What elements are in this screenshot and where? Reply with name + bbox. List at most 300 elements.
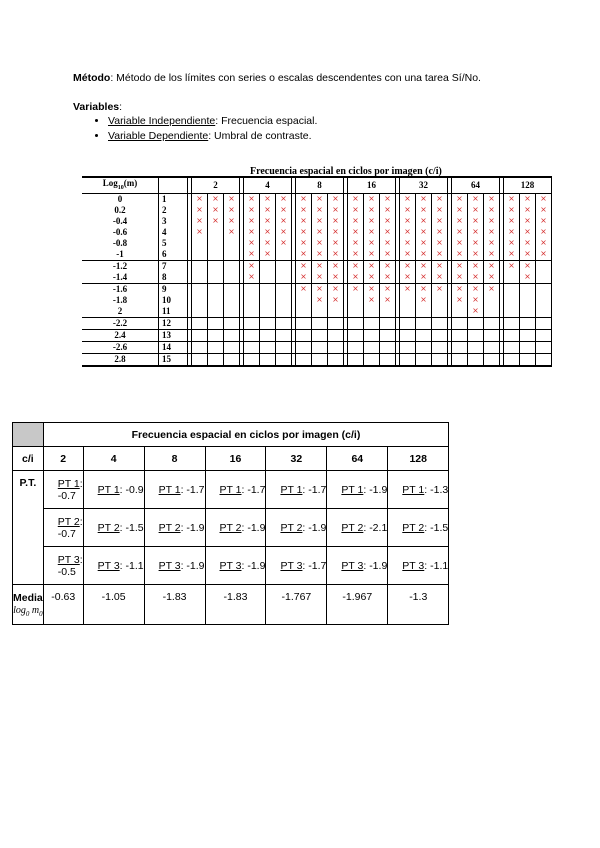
pt-label: PT 1 bbox=[57, 477, 80, 490]
response-mark: × bbox=[504, 227, 520, 238]
response-mark bbox=[468, 329, 484, 341]
response-mark: × bbox=[296, 193, 312, 205]
pt-label: PT 1 bbox=[97, 483, 120, 496]
response-mark bbox=[328, 353, 344, 366]
sheet-row bbox=[82, 249, 552, 261]
response-mark: × bbox=[416, 227, 432, 238]
pt-label: PT 2 bbox=[341, 521, 364, 534]
response-mark bbox=[260, 283, 276, 295]
variables-list bbox=[73, 115, 317, 142]
response-mark: × bbox=[348, 238, 364, 249]
response-mark bbox=[504, 353, 520, 366]
response-mark: × bbox=[380, 295, 396, 306]
response-mark: × bbox=[432, 260, 448, 272]
response-mark: × bbox=[468, 272, 484, 284]
media-value: -1.05 bbox=[83, 585, 144, 625]
response-mark bbox=[208, 353, 224, 366]
response-mark bbox=[416, 341, 432, 353]
sheet-row bbox=[82, 227, 552, 238]
pt-number: -1.7 bbox=[247, 483, 266, 496]
response-mark: × bbox=[452, 260, 468, 272]
response-mark: × bbox=[484, 227, 500, 238]
response-mark: × bbox=[504, 205, 520, 216]
response-mark: × bbox=[520, 205, 536, 216]
response-mark: × bbox=[484, 272, 500, 284]
response-mark: × bbox=[244, 249, 260, 261]
response-mark: × bbox=[224, 227, 240, 238]
response-mark bbox=[208, 329, 224, 341]
pt-number: -1.9 bbox=[247, 559, 266, 572]
response-mark: × bbox=[328, 205, 344, 216]
response-mark bbox=[468, 353, 484, 366]
pt-value: PT 3: -1.7 bbox=[266, 547, 327, 585]
response-mark: × bbox=[400, 238, 416, 249]
response-mark bbox=[276, 341, 292, 353]
response-mark: × bbox=[244, 205, 260, 216]
response-mark bbox=[520, 283, 536, 295]
response-mark: × bbox=[468, 227, 484, 238]
sheet-freq-header: 16 bbox=[348, 177, 396, 193]
sheet-level-header: Log$_{10}$(m) bbox=[82, 177, 159, 193]
variable-dependent bbox=[108, 130, 317, 142]
response-mark bbox=[260, 295, 276, 306]
response-mark: × bbox=[468, 193, 484, 205]
response-mark bbox=[260, 353, 276, 366]
metodo-label: Método bbox=[73, 72, 111, 84]
sheet-freq-header: 64 bbox=[452, 177, 500, 193]
response-mark bbox=[504, 341, 520, 353]
response-mark bbox=[452, 317, 468, 329]
response-mark: × bbox=[380, 283, 396, 295]
response-mark: × bbox=[276, 205, 292, 216]
response-mark: × bbox=[260, 238, 276, 249]
response-mark bbox=[296, 353, 312, 366]
response-mark: × bbox=[432, 272, 448, 284]
response-mark: × bbox=[364, 249, 380, 261]
response-mark bbox=[244, 306, 260, 318]
response-mark: × bbox=[312, 260, 328, 272]
response-mark bbox=[432, 353, 448, 366]
pt-number: -2.1 bbox=[369, 521, 388, 534]
results-media-label bbox=[13, 585, 44, 625]
response-mark: × bbox=[452, 193, 468, 205]
response-mark: × bbox=[432, 249, 448, 261]
response-mark: × bbox=[296, 272, 312, 284]
response-mark bbox=[536, 341, 552, 353]
response-mark: × bbox=[484, 193, 500, 205]
response-mark bbox=[224, 272, 240, 284]
media-label-text: Media bbox=[13, 591, 43, 604]
response-mark bbox=[208, 227, 224, 238]
response-mark bbox=[380, 353, 396, 366]
pt-number: -1.9 bbox=[369, 483, 388, 496]
response-mark bbox=[452, 329, 468, 341]
response-mark bbox=[536, 260, 552, 272]
response-mark bbox=[208, 306, 224, 318]
response-mark bbox=[192, 238, 208, 249]
response-mark: × bbox=[380, 238, 396, 249]
response-mark: × bbox=[468, 216, 484, 227]
response-mark bbox=[244, 353, 260, 366]
response-mark bbox=[296, 329, 312, 341]
response-mark bbox=[364, 341, 380, 353]
sheet-trial: 11 bbox=[159, 306, 188, 318]
response-mark: × bbox=[468, 260, 484, 272]
response-mark: × bbox=[536, 227, 552, 238]
response-mark bbox=[504, 283, 520, 295]
sheet-level: -1 bbox=[82, 249, 159, 261]
response-mark bbox=[364, 353, 380, 366]
sheet-level: -0.8 bbox=[82, 238, 159, 249]
response-mark bbox=[348, 295, 364, 306]
response-mark: × bbox=[276, 216, 292, 227]
response-mark: × bbox=[260, 249, 276, 261]
response-mark: × bbox=[364, 205, 380, 216]
response-mark: × bbox=[348, 283, 364, 295]
pt-number: -1.3 bbox=[430, 483, 449, 496]
sheet-level: 2 bbox=[82, 306, 159, 318]
response-mark: × bbox=[312, 295, 328, 306]
response-mark: × bbox=[364, 260, 380, 272]
pt-value: PT 1: -1.7 bbox=[266, 471, 327, 509]
response-mark: × bbox=[380, 227, 396, 238]
pt-value: PT 3: -0.5 bbox=[43, 547, 83, 585]
response-mark: × bbox=[192, 227, 208, 238]
response-mark bbox=[224, 238, 240, 249]
sheet-level: -1.2 bbox=[82, 260, 159, 272]
pt-value: PT 2: -2.1 bbox=[327, 509, 388, 547]
response-mark: × bbox=[348, 216, 364, 227]
response-mark bbox=[276, 353, 292, 366]
pt-label: PT 3 bbox=[219, 559, 242, 572]
pt-value: PT 1: -1.7 bbox=[144, 471, 205, 509]
response-mark: × bbox=[208, 205, 224, 216]
variable-dependent-text: : Umbral de contraste. bbox=[208, 130, 312, 142]
pt-label: PT 3 bbox=[97, 559, 120, 572]
response-mark bbox=[484, 306, 500, 318]
response-mark: × bbox=[364, 238, 380, 249]
response-mark: × bbox=[452, 238, 468, 249]
response-mark bbox=[400, 329, 416, 341]
response-mark bbox=[416, 329, 432, 341]
response-mark bbox=[224, 283, 240, 295]
response-mark bbox=[416, 306, 432, 318]
response-mark: × bbox=[504, 238, 520, 249]
response-mark bbox=[208, 317, 224, 329]
results-col-header: 16 bbox=[205, 447, 266, 471]
response-mark: × bbox=[192, 216, 208, 227]
response-mark: × bbox=[364, 193, 380, 205]
response-mark bbox=[276, 272, 292, 284]
media-value: -1.767 bbox=[266, 585, 327, 625]
variable-independent-label: Variable Independiente bbox=[108, 115, 216, 127]
pt-value: PT 1: -1.7 bbox=[205, 471, 266, 509]
response-mark bbox=[276, 306, 292, 318]
response-mark bbox=[400, 295, 416, 306]
pt-label: PT 1 bbox=[402, 483, 425, 496]
response-mark bbox=[536, 317, 552, 329]
sheet-level: 0.2 bbox=[82, 205, 159, 216]
pt-number: -1.9 bbox=[186, 521, 205, 534]
sheet-row bbox=[82, 260, 552, 272]
response-mark: × bbox=[348, 249, 364, 261]
response-mark bbox=[312, 317, 328, 329]
sheet-freq-header: 128 bbox=[504, 177, 552, 193]
metodo-line bbox=[73, 72, 481, 84]
response-mark: × bbox=[312, 205, 328, 216]
response-mark: × bbox=[328, 260, 344, 272]
sheet-trial: 1 bbox=[159, 193, 188, 205]
response-mark: × bbox=[296, 260, 312, 272]
sheet-row bbox=[82, 216, 552, 227]
response-mark bbox=[416, 317, 432, 329]
response-mark bbox=[536, 283, 552, 295]
response-mark: × bbox=[468, 306, 484, 318]
sheet-level: -0.4 bbox=[82, 216, 159, 227]
response-mark bbox=[416, 353, 432, 366]
sheet-trial: 2 bbox=[159, 205, 188, 216]
response-mark bbox=[208, 341, 224, 353]
sheet-trial: 9 bbox=[159, 283, 188, 295]
pt-number: -1.9 bbox=[186, 559, 205, 572]
response-mark: × bbox=[348, 227, 364, 238]
sheet-level: -1.6 bbox=[82, 283, 159, 295]
pt-number: -1.5 bbox=[125, 521, 144, 534]
pt-value: PT 3: -1.9 bbox=[144, 547, 205, 585]
response-mark bbox=[192, 341, 208, 353]
response-mark bbox=[244, 295, 260, 306]
response-mark: × bbox=[364, 283, 380, 295]
response-mark: × bbox=[276, 238, 292, 249]
response-mark bbox=[260, 260, 276, 272]
results-table bbox=[12, 422, 449, 625]
response-mark: × bbox=[468, 283, 484, 295]
metodo-text: : Método de los límites con series o escalas descendentes con una tarea Sí/No. bbox=[110, 72, 481, 84]
response-mark: × bbox=[400, 260, 416, 272]
response-mark: × bbox=[296, 283, 312, 295]
response-mark: × bbox=[380, 249, 396, 261]
response-mark bbox=[244, 283, 260, 295]
sheet-row bbox=[82, 272, 552, 284]
response-mark: × bbox=[452, 295, 468, 306]
response-mark: × bbox=[468, 249, 484, 261]
response-mark bbox=[536, 353, 552, 366]
response-mark: × bbox=[416, 249, 432, 261]
response-mark: × bbox=[432, 216, 448, 227]
response-mark bbox=[484, 317, 500, 329]
response-mark bbox=[380, 317, 396, 329]
response-mark: × bbox=[484, 205, 500, 216]
response-mark: × bbox=[312, 249, 328, 261]
sheet-trial: 13 bbox=[159, 329, 188, 341]
response-mark: × bbox=[416, 193, 432, 205]
response-mark bbox=[520, 306, 536, 318]
sheet-level: -0.6 bbox=[82, 227, 159, 238]
sheet-freq-header: 2 bbox=[192, 177, 240, 193]
response-mark: × bbox=[468, 205, 484, 216]
response-mark bbox=[520, 329, 536, 341]
response-mark: × bbox=[348, 193, 364, 205]
response-mark: × bbox=[192, 193, 208, 205]
pt-label: PT 1 bbox=[341, 483, 364, 496]
response-mark: × bbox=[208, 216, 224, 227]
response-mark: × bbox=[296, 216, 312, 227]
response-mark bbox=[484, 329, 500, 341]
response-mark: × bbox=[416, 283, 432, 295]
pt-value: PT 1: -1.3 bbox=[388, 471, 449, 509]
response-mark: × bbox=[328, 249, 344, 261]
response-mark: × bbox=[260, 216, 276, 227]
response-mark bbox=[208, 260, 224, 272]
results-col-header: 8 bbox=[144, 447, 205, 471]
response-mark: × bbox=[484, 238, 500, 249]
variables-colon: : bbox=[119, 101, 123, 113]
variable-dependent-label: Variable Dependiente bbox=[108, 130, 209, 142]
response-mark: × bbox=[400, 205, 416, 216]
response-mark: × bbox=[380, 193, 396, 205]
response-mark bbox=[468, 317, 484, 329]
response-sheet-table bbox=[82, 176, 552, 367]
response-mark: × bbox=[484, 283, 500, 295]
pt-value: PT 3: -1.1 bbox=[83, 547, 144, 585]
response-mark: × bbox=[520, 238, 536, 249]
response-mark: × bbox=[452, 249, 468, 261]
media-value: -0.63 bbox=[43, 585, 83, 625]
response-mark: × bbox=[312, 283, 328, 295]
response-mark: × bbox=[276, 193, 292, 205]
response-mark: × bbox=[296, 238, 312, 249]
response-mark bbox=[348, 329, 364, 341]
sheet-trial: 8 bbox=[159, 272, 188, 284]
results-pt-label: P.T. bbox=[13, 471, 44, 585]
response-mark: × bbox=[520, 260, 536, 272]
pt-number: -1.1 bbox=[125, 559, 144, 572]
response-mark bbox=[296, 341, 312, 353]
variable-independent bbox=[108, 115, 317, 127]
response-mark bbox=[208, 249, 224, 261]
response-mark: × bbox=[416, 272, 432, 284]
response-mark: × bbox=[416, 205, 432, 216]
pt-value: PT 3: -1.1 bbox=[388, 547, 449, 585]
pt-label: PT 2 bbox=[219, 521, 242, 534]
pt-value: PT 2: -1.5 bbox=[388, 509, 449, 547]
response-mark bbox=[192, 249, 208, 261]
pt-label: PT 3 bbox=[57, 553, 80, 566]
sheet-trial: 7 bbox=[159, 260, 188, 272]
response-mark bbox=[208, 238, 224, 249]
pt-value: PT 3: -1.9 bbox=[327, 547, 388, 585]
response-mark bbox=[208, 272, 224, 284]
pt-number: -1.1 bbox=[430, 559, 449, 572]
response-mark: × bbox=[520, 193, 536, 205]
sheet-level: 2.4 bbox=[82, 329, 159, 341]
response-mark: × bbox=[520, 216, 536, 227]
response-mark bbox=[348, 353, 364, 366]
response-mark bbox=[432, 329, 448, 341]
pt-value: PT 2: -1.9 bbox=[266, 509, 327, 547]
response-mark: × bbox=[312, 238, 328, 249]
sheet-row bbox=[82, 317, 552, 329]
response-mark bbox=[520, 295, 536, 306]
variables-block bbox=[73, 101, 317, 145]
response-mark bbox=[504, 306, 520, 318]
response-mark bbox=[452, 341, 468, 353]
response-mark: × bbox=[208, 193, 224, 205]
sheet-trial: 4 bbox=[159, 227, 188, 238]
response-mark bbox=[400, 317, 416, 329]
response-mark: × bbox=[348, 272, 364, 284]
sheet-freq-header: 32 bbox=[400, 177, 448, 193]
variable-independent-text: : Frecuencia espacial. bbox=[215, 115, 318, 127]
sheet-row bbox=[82, 341, 552, 353]
response-mark bbox=[364, 306, 380, 318]
sheet-trial: 14 bbox=[159, 341, 188, 353]
response-mark: × bbox=[400, 193, 416, 205]
pt-value: PT 1: -1.9 bbox=[327, 471, 388, 509]
results-ci-label: c/i bbox=[13, 447, 44, 471]
results-corner bbox=[13, 423, 44, 447]
pt-number: -1.7 bbox=[308, 483, 327, 496]
response-mark: × bbox=[312, 272, 328, 284]
sheet-row bbox=[82, 193, 552, 205]
pt-label: PT 2 bbox=[402, 521, 425, 534]
response-mark bbox=[432, 306, 448, 318]
response-mark bbox=[296, 306, 312, 318]
response-mark: × bbox=[364, 272, 380, 284]
media-log-label: $\log_0 m_0$ bbox=[13, 604, 43, 618]
pt-label: PT 2 bbox=[158, 521, 181, 534]
pt-label: PT 3 bbox=[158, 559, 181, 572]
response-mark bbox=[192, 295, 208, 306]
response-mark bbox=[312, 329, 328, 341]
sheet-level: 0 bbox=[82, 193, 159, 205]
response-mark bbox=[244, 341, 260, 353]
response-mark bbox=[468, 341, 484, 353]
pt-value: PT 1: -0.9 bbox=[83, 471, 144, 509]
response-mark bbox=[260, 317, 276, 329]
response-mark: × bbox=[484, 260, 500, 272]
pt-label: PT 1 bbox=[280, 483, 303, 496]
sheet-freq-header: 4 bbox=[244, 177, 292, 193]
response-mark bbox=[536, 295, 552, 306]
sheet-row bbox=[82, 306, 552, 318]
response-mark bbox=[432, 341, 448, 353]
sheet-trial: 5 bbox=[159, 238, 188, 249]
response-mark: × bbox=[244, 216, 260, 227]
results-col-header: 2 bbox=[43, 447, 83, 471]
response-mark: × bbox=[468, 295, 484, 306]
sheet-freq-header: 8 bbox=[296, 177, 344, 193]
response-mark: × bbox=[416, 260, 432, 272]
response-mark: × bbox=[416, 295, 432, 306]
sheet-row bbox=[82, 283, 552, 295]
sheet-trial-header bbox=[159, 177, 188, 193]
response-mark: × bbox=[432, 227, 448, 238]
response-mark bbox=[224, 353, 240, 366]
response-mark bbox=[260, 272, 276, 284]
response-mark bbox=[348, 306, 364, 318]
response-mark bbox=[276, 260, 292, 272]
response-mark: × bbox=[312, 216, 328, 227]
response-mark: × bbox=[400, 216, 416, 227]
response-mark: × bbox=[432, 283, 448, 295]
response-mark bbox=[536, 306, 552, 318]
pt-number: -0.7 bbox=[57, 527, 76, 540]
sheet-row bbox=[82, 353, 552, 366]
response-mark bbox=[312, 353, 328, 366]
media-value: -1.967 bbox=[327, 585, 388, 625]
response-mark bbox=[224, 341, 240, 353]
